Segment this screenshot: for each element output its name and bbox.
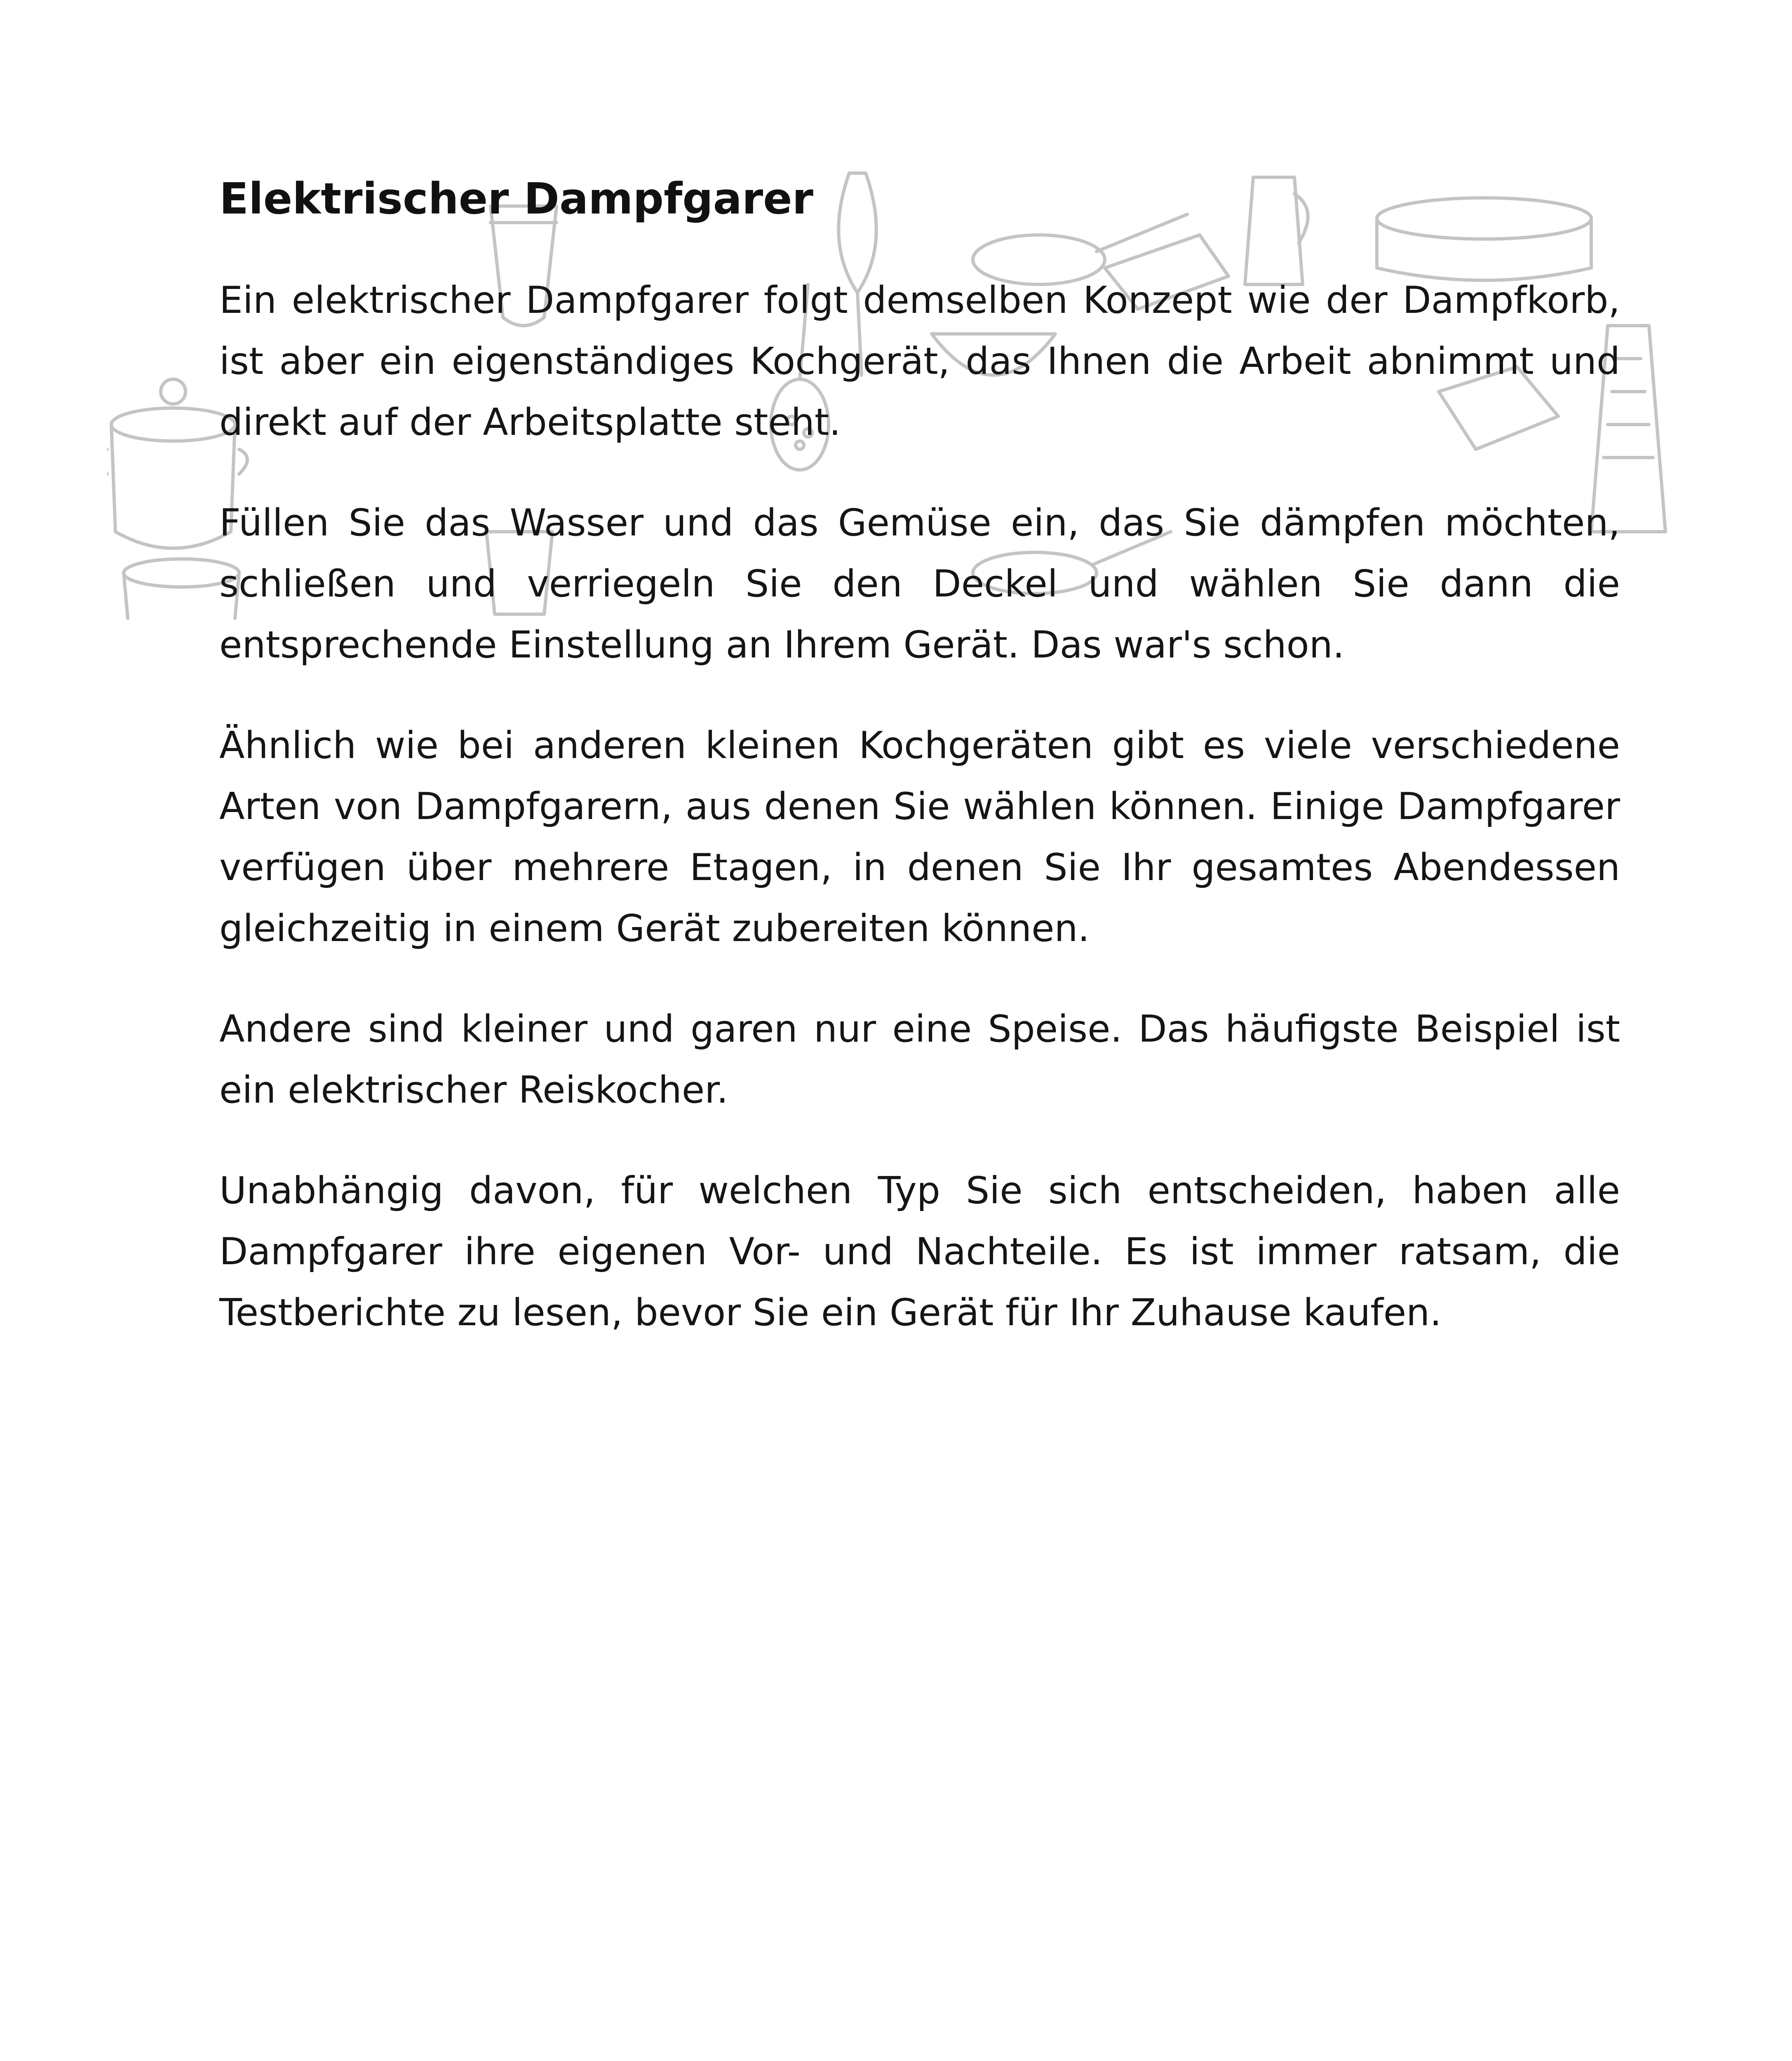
paragraph-2: Füllen Sie das Wasser und das Gemüse ein, das Sie dämpfen möchten, schließen und verriegeln Sie den Deckel und wählen Sie dann die entsprechende Einstellung an Ihrem Gerät. Das war's schon. [219, 501, 1620, 667]
paragraph-1: Ein elektrischer Dampfgarer folgt demselben Konzept wie der Dampfkorb, ist aber ein eigenständiges Kochgerät, das Ihnen die Arbeit abnimmt und direkt auf der Arbeitsplatte steht. [219, 278, 1620, 444]
paragraph-3: Ähnlich wie bei anderen kleinen Kochgeräten gibt es viele verschiedene Arten von Dampfgarern, aus denen Sie wählen können. Einige Dampfgarer verfügen über mehrere Etagen, in denen Sie Ihr gesamtes Abendessen gleichzeitig in einem Gerät zubereiten können. [219, 723, 1620, 950]
paragraph-4: Andere sind kleiner und garen nur eine Speise. Das häufigste Beispiel ist ein elektrischer Reiskocher. [219, 1007, 1620, 1112]
paragraph-5: Unabhängig davon, für welchen Typ Sie sich entscheiden, haben alle Dampfgarer ihre eigenen Vor- und Nachteile. Es ist immer ratsam, die Testberichte zu lesen, bevor Sie ein Gerät für Ihr Zuhause kaufen. [219, 1169, 1620, 1334]
section-heading: Elektrischer Dampfgarer [219, 174, 813, 224]
document-body [219, 173, 1620, 1383]
